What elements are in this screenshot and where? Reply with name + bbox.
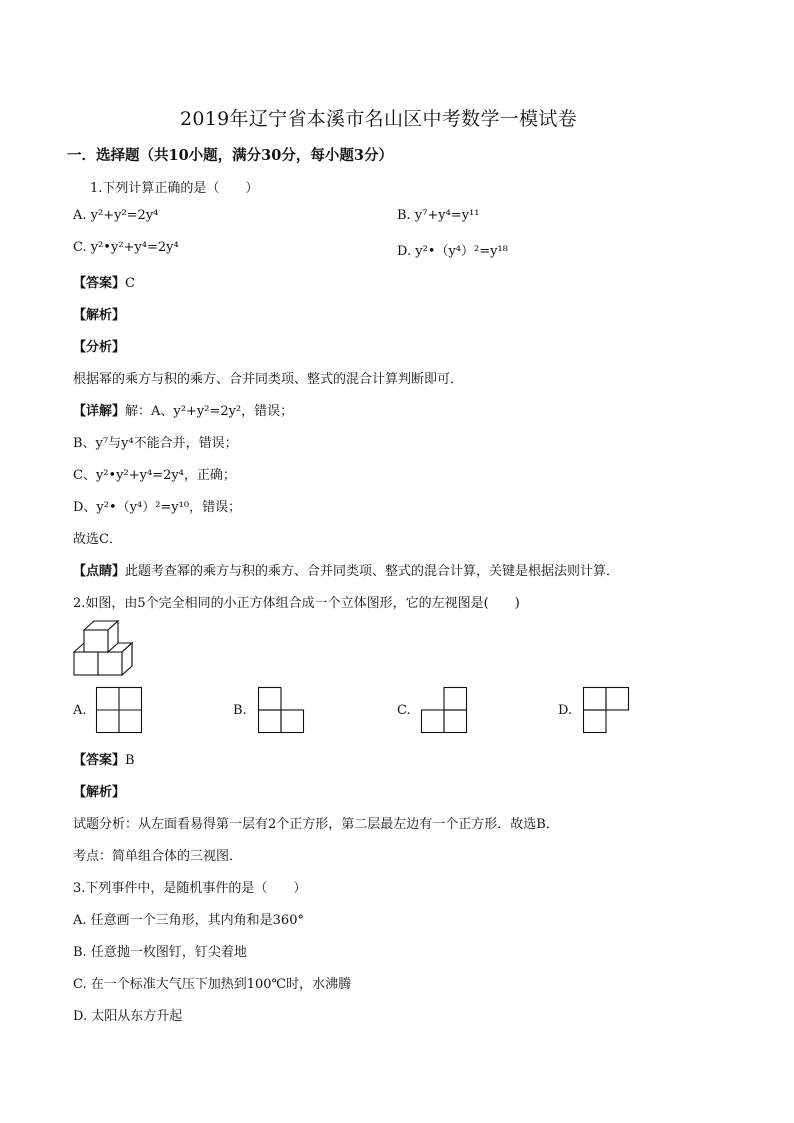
- cube-front-upper: [84, 630, 108, 652]
- q3-option-b: B. 任意抛一枚图钉，钉尖着地: [73, 945, 247, 960]
- q2-option-b-figure: [258, 687, 305, 734]
- q1-comment-label: 【点睛】: [73, 564, 126, 579]
- q1-answer: C: [125, 276, 135, 291]
- q1-option-c: C. y²•y²+y⁴=2y⁴: [73, 240, 179, 255]
- q1-option-d: D. y²•（y⁴）²=y¹⁸: [397, 244, 508, 259]
- q1-detail-a: A、y²+y²=2y²，错误；: [151, 404, 294, 419]
- q2-option-a-label: A.: [73, 703, 87, 718]
- q3-option-d: D. 太阳从东方升起: [73, 1009, 183, 1024]
- q1-detail-head: 解：: [125, 404, 152, 419]
- q1-detail-line: [73, 400, 293, 419]
- q2-answer: B: [125, 753, 135, 768]
- q2-option-c-figure: [421, 687, 468, 734]
- q2-answer-label: 【答案】: [73, 753, 126, 768]
- q2-option-a-figure: [96, 687, 143, 734]
- q2-option-c-label: C.: [397, 703, 411, 718]
- q1-analysis-label: 【解析】: [73, 308, 126, 323]
- q2-option-d-figure: [583, 687, 630, 734]
- cube-front-2: [98, 652, 122, 675]
- q1-fenxi-label: 【分析】: [73, 340, 126, 355]
- q2-analysis-label: 【解析】: [73, 785, 126, 800]
- q3-option-a: A. 任意画一个三角形，其内角和是360°: [73, 913, 304, 928]
- cube-front-1: [74, 652, 98, 675]
- q1-comment-line: [73, 560, 619, 579]
- q2-analysis: 试题分析：从左面看易得第一层有2个正方形，第二层最左边有一个正方形．故选B．: [73, 817, 559, 832]
- q1-detail-d: D、y²•（y⁴）²=y¹⁰，错误；: [73, 500, 242, 515]
- question-2-stem: 2.如图，由5个完全相同的小正方体组合成一个立体图形，它的左视图是( ): [73, 596, 520, 611]
- q1-answer-label: 【答案】: [73, 276, 126, 291]
- q3-option-c: C. 在一个标准大气压下加热到100℃时，水沸腾: [73, 977, 352, 992]
- q1-comment: 此题考查幂的乘方与积的乘方、合并同类项、整式的混合计算，关键是根据法则计算．: [125, 564, 620, 579]
- q2-kaodian: 考点：简单组合体的三视图．: [73, 849, 243, 864]
- question-1-stem: 1.下列计算正确的是（ ）: [90, 181, 259, 196]
- page-title: 2019年辽宁省本溪市名山区中考数学一模试卷: [180, 108, 577, 130]
- q1-option-a: A. y²+y²=2y⁴: [73, 208, 159, 223]
- q1-detail-c: C、y²•y²+y⁴=2y⁴，正确；: [73, 468, 236, 483]
- section-heading: 一．选择题（共10小题，满分30分，每小题3分）: [67, 147, 393, 164]
- question-3-stem: 3.下列事件中，是随机事件的是（ ）: [73, 881, 307, 896]
- q1-option-b: B. y⁷+y⁴=y¹¹: [397, 208, 480, 223]
- q2-option-d-label: D.: [558, 703, 573, 718]
- q1-detail-label: 【详解】: [73, 404, 126, 419]
- q2-answer-line: [73, 749, 135, 768]
- cube-solid-figure: [70, 618, 146, 678]
- q1-answer-line: [73, 272, 135, 291]
- q2-option-b-label: B.: [233, 703, 247, 718]
- q1-fenxi-text: 根据幂的乘方与积的乘方、合并同类项、整式的混合计算判断即可．: [73, 372, 464, 387]
- q1-detail-b: B、y⁷与y⁴不能合并，错误；: [73, 436, 238, 451]
- q1-choose: 故选C．: [73, 532, 122, 547]
